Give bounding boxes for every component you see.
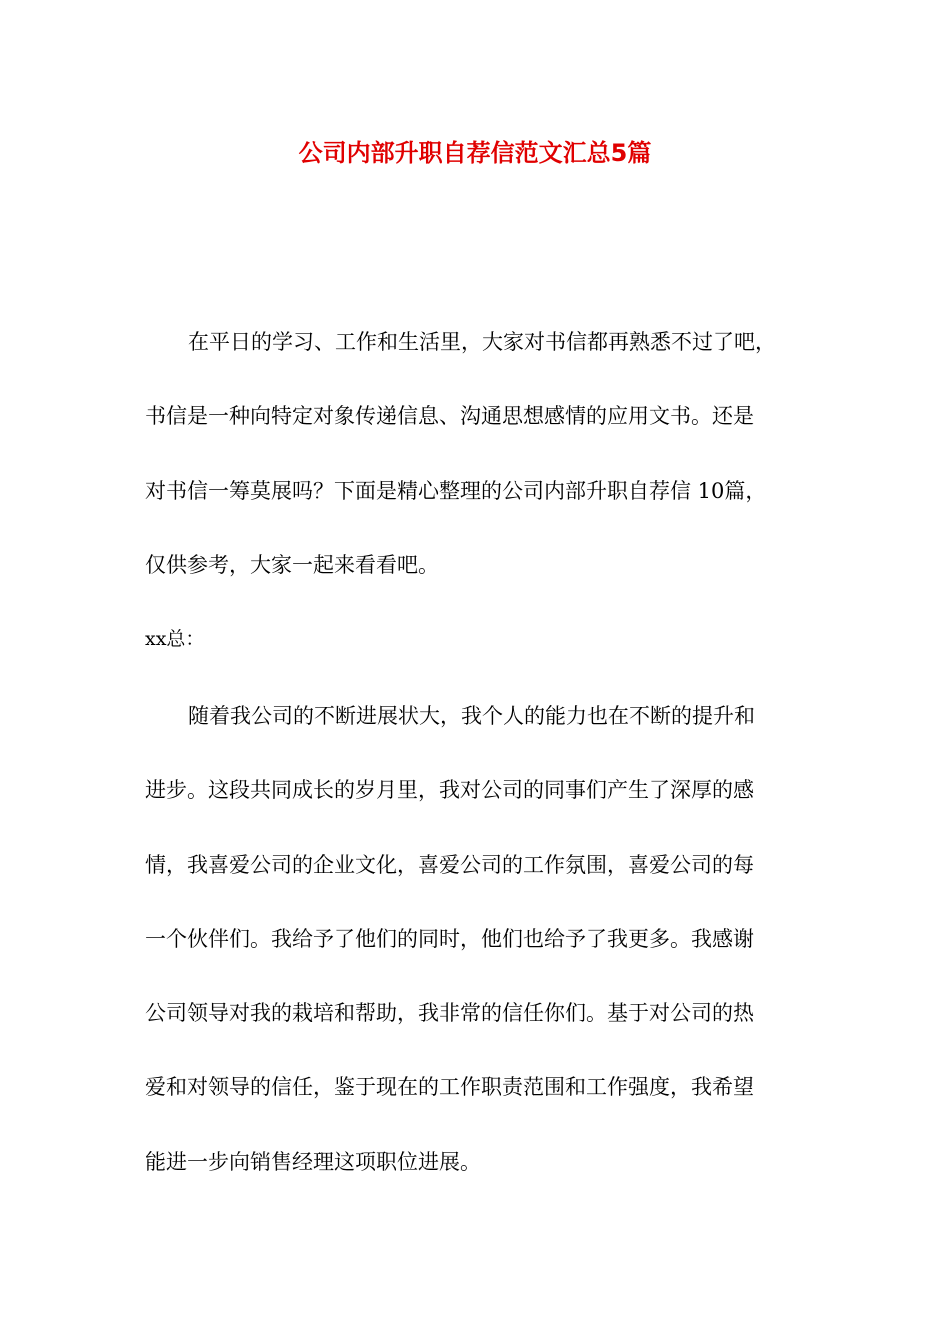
body-line-4: 一个伙伴们。我给予了他们的同时，他们也给予了我更多。我感谢 (145, 927, 754, 951)
body-line-7: 能进一步向销售经理这项职位进展。 (145, 1150, 481, 1174)
body-line-2: 进步。这段共同成长的岁月里，我对公司的同事们产生了深厚的感 (145, 778, 754, 802)
document-title: 公司内部升职自荐信范文汇总5篇 (298, 139, 652, 167)
body-line-5: 公司领导对我的栽培和帮助，我非常的信任你们。基于对公司的热 (145, 1001, 754, 1025)
body-line-3: 情，我喜爱公司的企业文化，喜爱公司的工作氛围，喜爱公司的每 (145, 853, 754, 877)
intro-line-3: 对书信一筹莫展吗？下面是精心整理的公司内部升职自荐信 10篇， (145, 479, 767, 503)
intro-line-1: 在平日的学习、工作和生活里，大家对书信都再熟悉不过了吧， (188, 330, 776, 354)
intro-line-2: 书信是一种向特定对象传递信息、沟通思想感情的应用文书。还是 (145, 404, 754, 428)
intro-line-4: 仅供参考，大家一起来看看吧。 (145, 553, 439, 577)
body-line-1: 随着我公司的不断进展状大，我个人的能力也在不断的提升和 (188, 704, 755, 728)
body-line-6: 爱和对领导的信任，鉴于现在的工作职责范围和工作强度，我希望 (145, 1075, 754, 1099)
salutation: xx总： (145, 628, 205, 650)
